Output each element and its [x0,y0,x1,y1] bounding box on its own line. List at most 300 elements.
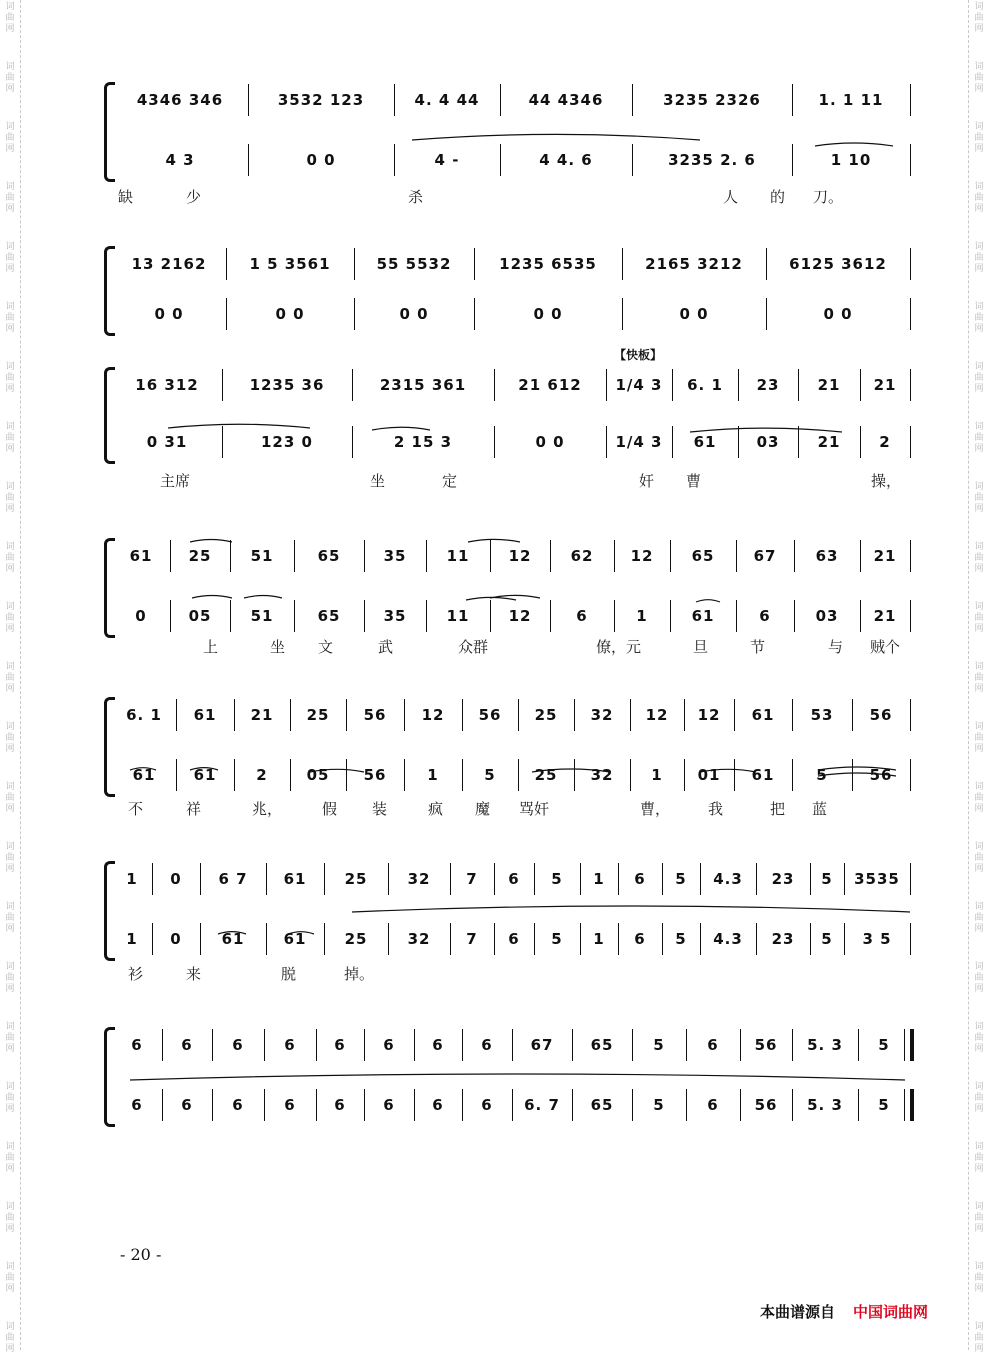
watermark-mark: 词 曲 网 [974,602,984,634]
upper-line-measure: 6 [181,1036,193,1054]
bar-line [686,1089,687,1121]
bar-line [910,1089,914,1121]
watermark-mark: 词 曲 网 [5,602,15,634]
upper-line-measure: 12 [508,547,532,565]
lower-line-measure: 11 [446,607,470,625]
lower-line-measure: 6 [508,930,520,948]
lyric-syllable: 兆， [252,800,283,818]
upper-line-measure: 6 [634,870,646,888]
watermark-mark: 词 曲 网 [974,482,984,514]
upper-line-measure: 61 [193,706,217,724]
upper-line-measure: 5 [675,870,687,888]
lower-line-measure: 0 [135,607,147,625]
upper-line-measure: 5 [821,870,833,888]
lower-line-measure: 0 0 [275,305,305,323]
bar-line [500,84,501,116]
upper-line-measure: 21 612 [518,376,582,394]
bar-line [852,759,853,791]
bar-line [860,600,861,632]
bar-line [632,1089,633,1121]
bar-line [316,1029,317,1061]
bar-line [910,923,911,955]
upper-line-measure: 12 [697,706,721,724]
bar-line [404,759,405,791]
upper-line-measure: 6. 1 [126,706,162,724]
upper-line-measure: 67 [530,1036,554,1054]
lyric-syllable: 疯 [428,800,444,818]
bar-line [910,298,911,330]
lower-line-measure: 5 [821,930,833,948]
bar-line [364,1089,365,1121]
bar-line [684,759,685,791]
footer-credit [760,1301,928,1322]
upper-line-measure: 56 [363,706,387,724]
lower-line-measure: 61 [751,766,775,784]
watermark-mark: 词 曲 网 [5,842,15,874]
bar-line [494,923,495,955]
lyric-syllable: 坐 [370,472,386,490]
lower-line-measure: 32 [407,930,431,948]
upper-line-measure: 11 [446,547,470,565]
watermark-mark: 词 曲 网 [974,962,984,994]
upper-line-measure: 65 [691,547,715,565]
bar-line [910,248,911,280]
bar-line [266,923,267,955]
watermark-mark: 词 曲 网 [5,782,15,814]
upper-line-measure: 6 [383,1036,395,1054]
lower-line-measure: 61 [193,766,217,784]
bar-line [670,540,671,572]
upper-line-measure: 5 [653,1036,665,1054]
lower-line-measure: 1/4 3 [615,433,663,451]
bar-line [354,248,355,280]
lyric-syllable: 祥 [186,800,202,818]
bar-line [670,600,671,632]
watermark-mark: 词 曲 网 [974,902,984,934]
upper-line-measure: 5. 3 [807,1036,843,1054]
lower-line-measure: 0 0 [154,305,184,323]
bar-line [572,1089,573,1121]
lower-line-measure: 2 [879,433,891,451]
bar-line [614,600,615,632]
bar-line [352,426,353,458]
watermark-mark: 词 曲 网 [974,242,984,274]
lyric-syllable: 刀。 [813,188,844,206]
final-bar-thin [904,1089,905,1121]
bar-line [170,540,171,572]
lower-line-measure: 65 [317,607,341,625]
lower-line-measure: 5 [653,1096,665,1114]
lower-line-measure: 25 [534,766,558,784]
lyric-syllable: 把 [770,800,786,818]
bar-line [740,1029,741,1061]
bar-line [354,298,355,330]
bar-line [170,600,171,632]
bar-line [672,426,673,458]
upper-line-measure: 21 [817,376,841,394]
lower-line-measure: 61 [691,607,715,625]
upper-line-measure: 65 [590,1036,614,1054]
slur-arc [130,1074,905,1080]
lower-line-measure: 1 [651,766,663,784]
tempo-mark: 【快板】 [614,348,663,362]
bar-line [490,600,491,632]
lyric-syllable: 定 [442,472,458,490]
watermark-mark: 词 曲 网 [974,542,984,574]
upper-line-measure: 6 [481,1036,493,1054]
lower-line-measure: 5 [878,1096,890,1114]
bar-line [294,600,295,632]
lower-line-measure: 7 [466,930,478,948]
lower-line-measure: 6 [432,1096,444,1114]
lyric-syllable: 骂奸 [519,800,550,818]
bar-line [700,863,701,895]
bar-line [222,369,223,401]
lower-line-measure: 32 [590,766,614,784]
upper-line-measure: 61 [129,547,153,565]
lower-line-measure: 05 [306,766,330,784]
upper-line-measure: 21 [873,547,897,565]
bar-line [844,863,845,895]
bar-line [766,298,767,330]
upper-line-measure: 6 [508,870,520,888]
bar-line [798,426,799,458]
upper-line-measure: 2165 3212 [645,255,743,273]
lyric-syllable: 来 [186,965,202,983]
bar-line [234,699,235,731]
lyric-syllable: 假 [322,800,338,818]
bar-line [490,540,491,572]
lower-line-measure: 03 [756,433,780,451]
watermark-mark: 词 曲 网 [974,302,984,334]
lyric-syllable: 曹 [686,472,702,490]
bar-line [230,600,231,632]
lyric-syllable: 文 [318,638,334,656]
bar-line [662,923,663,955]
bar-line [462,1029,463,1061]
upper-line-measure: 12 [645,706,669,724]
lower-line-measure: 61 [693,433,717,451]
lower-line-measure: 61 [132,766,156,784]
lower-line-measure: 5 [675,930,687,948]
lyric-syllable: 众群 [458,638,489,656]
upper-line-measure: 56 [754,1036,778,1054]
bar-line [364,1029,365,1061]
upper-line-measure: 32 [590,706,614,724]
bar-line [792,1089,793,1121]
lyric-syllable: 操， [871,472,902,490]
lower-line-measure: 56 [869,766,893,784]
bar-line [550,540,551,572]
watermark-mark: 词 曲 网 [5,1082,15,1114]
lower-line-measure: 35 [383,607,407,625]
lower-line-measure: 01 [697,766,721,784]
bar-line [152,863,153,895]
upper-line-measure: 1. 1 11 [818,91,884,109]
bar-line [534,863,535,895]
watermark-mark: 词 曲 网 [5,662,15,694]
bar-line [632,1029,633,1061]
lower-line-measure: 0 0 [823,305,853,323]
upper-line-measure: 6 [131,1036,143,1054]
upper-line-measure: 5 [551,870,563,888]
upper-line-measure: 4. 4 44 [414,91,480,109]
watermark-mark: 词 曲 网 [5,902,15,934]
upper-line-measure: 44 4346 [528,91,604,109]
watermark-mark: 词 曲 网 [5,1022,15,1054]
lyric-syllable: 不 [128,800,144,818]
bar-line [234,759,235,791]
bar-line [266,863,267,895]
slur-arc [468,539,520,542]
bar-line [606,369,607,401]
watermark-mark: 词 曲 网 [974,1022,984,1054]
bar-line [792,759,793,791]
watermark-mark: 词 曲 网 [974,2,984,34]
watermark-mark: 词 曲 网 [974,122,984,154]
lower-line-measure: 12 [508,607,532,625]
lower-line-measure: 6 [181,1096,193,1114]
upper-line-measure: 56 [478,706,502,724]
bar-line [404,699,405,731]
bar-line [176,699,177,731]
bar-line [738,369,739,401]
bar-line [324,863,325,895]
bar-line [858,1089,859,1121]
slur-arc [168,424,310,428]
upper-line-measure: 62 [570,547,594,565]
bar-line [572,1029,573,1061]
lyric-syllable: 节 [750,638,766,656]
upper-line-measure: 3235 2326 [663,91,761,109]
bar-line [346,759,347,791]
bar-line [494,426,495,458]
lower-line-measure: 5 [816,766,828,784]
bar-line [200,863,201,895]
upper-line-measure: 13 2162 [131,255,207,273]
bar-line [756,863,757,895]
lower-line-measure: 123 0 [261,433,313,451]
bar-line [264,1029,265,1061]
bar-line [614,540,615,572]
bar-line [352,369,353,401]
lower-line-measure: 23 [771,930,795,948]
bar-line [450,923,451,955]
upper-line-measure: 25 [344,870,368,888]
lyric-syllable: 缺 [118,188,134,206]
bar-line [364,540,365,572]
lyric-syllable: 曹， [640,800,671,818]
footer-site-link[interactable]: 中国词曲网 [853,1303,929,1321]
lyric-syllable: 奸 [639,472,655,490]
bar-line [618,863,619,895]
upper-line-measure: 1 [126,870,138,888]
lyric-syllable: 元 [626,638,642,656]
upper-line-measure: 3532 123 [277,91,365,109]
lower-line-measure: 0 0 [679,305,709,323]
watermark-mark: 词 曲 网 [974,1082,984,1114]
lower-line-measure: 5 [484,766,496,784]
lower-line-measure: 51 [250,607,274,625]
bar-line [734,759,735,791]
lyric-syllable: 装 [372,800,388,818]
bar-line [290,699,291,731]
bar-line [606,426,607,458]
upper-line-measure: 21 [250,706,274,724]
bar-line [792,699,793,731]
bar-line [662,863,663,895]
bar-line [294,540,295,572]
bar-line [550,600,551,632]
bar-line [212,1089,213,1121]
lyric-syllable: 与 [828,638,844,656]
watermark-mark: 词 曲 网 [974,1202,984,1234]
bar-line [632,144,633,176]
watermark-mark: 词 曲 网 [974,782,984,814]
watermark-mark: 词 曲 网 [974,1142,984,1174]
watermark-mark: 词 曲 网 [5,242,15,274]
upper-line-measure: 53 [810,706,834,724]
lyric-syllable: 主席 [160,472,191,490]
bar-line [500,144,501,176]
upper-line-measure: 6. 1 [687,376,723,394]
bar-line [684,699,685,731]
lower-line-measure: 6 [481,1096,493,1114]
bar-line [226,248,227,280]
upper-line-measure: 1235 6535 [499,255,597,273]
upper-line-measure: 51 [250,547,274,565]
lower-line-measure: 65 [590,1096,614,1114]
watermark-mark: 词 曲 网 [5,482,15,514]
bar-line [736,540,737,572]
lower-line-measure: 6 [383,1096,395,1114]
bar-line [766,248,767,280]
bar-line [910,84,911,116]
bar-line [450,863,451,895]
upper-line-measure: 4.3 [713,870,743,888]
lower-line-measure: 25 [344,930,368,948]
lower-line-measure: 1 [593,930,605,948]
watermark-mark: 词 曲 网 [974,722,984,754]
lyric-syllable: 僚， [596,638,627,656]
lower-line-measure: 0 0 [533,305,563,323]
lower-line-measure: 2 [256,766,268,784]
upper-line-measure: 56 [869,706,893,724]
slur-arc [244,596,282,598]
bar-line [700,923,701,955]
watermark-mark: 词 曲 网 [5,122,15,154]
lyric-syllable: 衫 [128,965,144,983]
lower-line-measure: 1 [126,930,138,948]
upper-line-measure: 1 5 3561 [249,255,331,273]
watermark-mark: 词 曲 网 [5,1322,15,1354]
lower-line-measure: 61 [283,930,307,948]
lower-line-measure: 4 4. 6 [539,151,593,169]
bar-line [736,600,737,632]
upper-line-measure: 55 5532 [376,255,452,273]
right-cut-line [968,0,969,1350]
bar-line [860,540,861,572]
bar-line [388,923,389,955]
bar-line [852,699,853,731]
slur-arc [466,597,516,600]
slur-arc [696,600,720,602]
bar-line [734,699,735,731]
watermark-mark: 词 曲 网 [974,842,984,874]
watermark-mark: 词 曲 网 [5,542,15,574]
lyric-syllable: 的 [770,188,786,206]
page-number: - 20 - [120,1245,162,1264]
upper-line-measure: 6 [284,1036,296,1054]
bar-line [200,923,201,955]
lower-line-measure: 0 0 [399,305,429,323]
lower-line-measure: 61 [221,930,245,948]
lower-line-measure: 1 10 [830,151,872,169]
lower-line-measure: 6 [334,1096,346,1114]
bar-line [512,1029,513,1061]
final-bar-thin [904,1029,905,1061]
bar-line [222,426,223,458]
upper-line-measure: 5 [878,1036,890,1054]
upper-line-measure: 2315 361 [379,376,467,394]
upper-line-measure: 16 312 [135,376,199,394]
bar-line [264,1089,265,1121]
watermark-mark: 词 曲 网 [974,1262,984,1294]
bar-line [794,540,795,572]
lower-line-measure: 6. 7 [524,1096,560,1114]
lyric-syllable: 蓝 [812,800,828,818]
slur-arc [412,134,700,140]
bar-line [910,600,911,632]
upper-line-measure: 6 [707,1036,719,1054]
bar-line [248,84,249,116]
bar-line [738,426,739,458]
bar-line [860,369,861,401]
bar-line [622,248,623,280]
lower-line-measure: 21 [873,607,897,625]
bar-line [580,863,581,895]
watermark-mark: 词 曲 网 [5,1142,15,1174]
bar-line [152,923,153,955]
upper-line-measure: 6125 3612 [789,255,887,273]
bar-line [290,759,291,791]
bar-line [910,369,911,401]
slur-arc [490,595,540,598]
lower-line-measure: 0 31 [146,433,188,451]
bar-line [810,923,811,955]
bar-line [534,923,535,955]
bar-line [910,699,911,731]
upper-line-measure: 35 [383,547,407,565]
bar-line [212,1029,213,1061]
bar-line [474,298,475,330]
lower-line-measure: 6 [284,1096,296,1114]
watermark-mark: 词 曲 网 [5,362,15,394]
bar-line [618,923,619,955]
lower-line-measure: 0 [170,930,182,948]
lower-line-measure: 4.3 [713,930,743,948]
watermark-mark: 词 曲 网 [5,1202,15,1234]
bar-line [792,144,793,176]
slur-arc [190,539,232,542]
left-cut-line [20,0,21,1350]
lyric-syllable: 贼个 [870,638,901,656]
lower-line-measure: 5. 3 [807,1096,843,1114]
lower-line-measure: 6 [759,607,771,625]
bar-line [162,1029,163,1061]
upper-line-measure: 4346 346 [136,91,224,109]
lower-line-measure: 6 [576,607,588,625]
